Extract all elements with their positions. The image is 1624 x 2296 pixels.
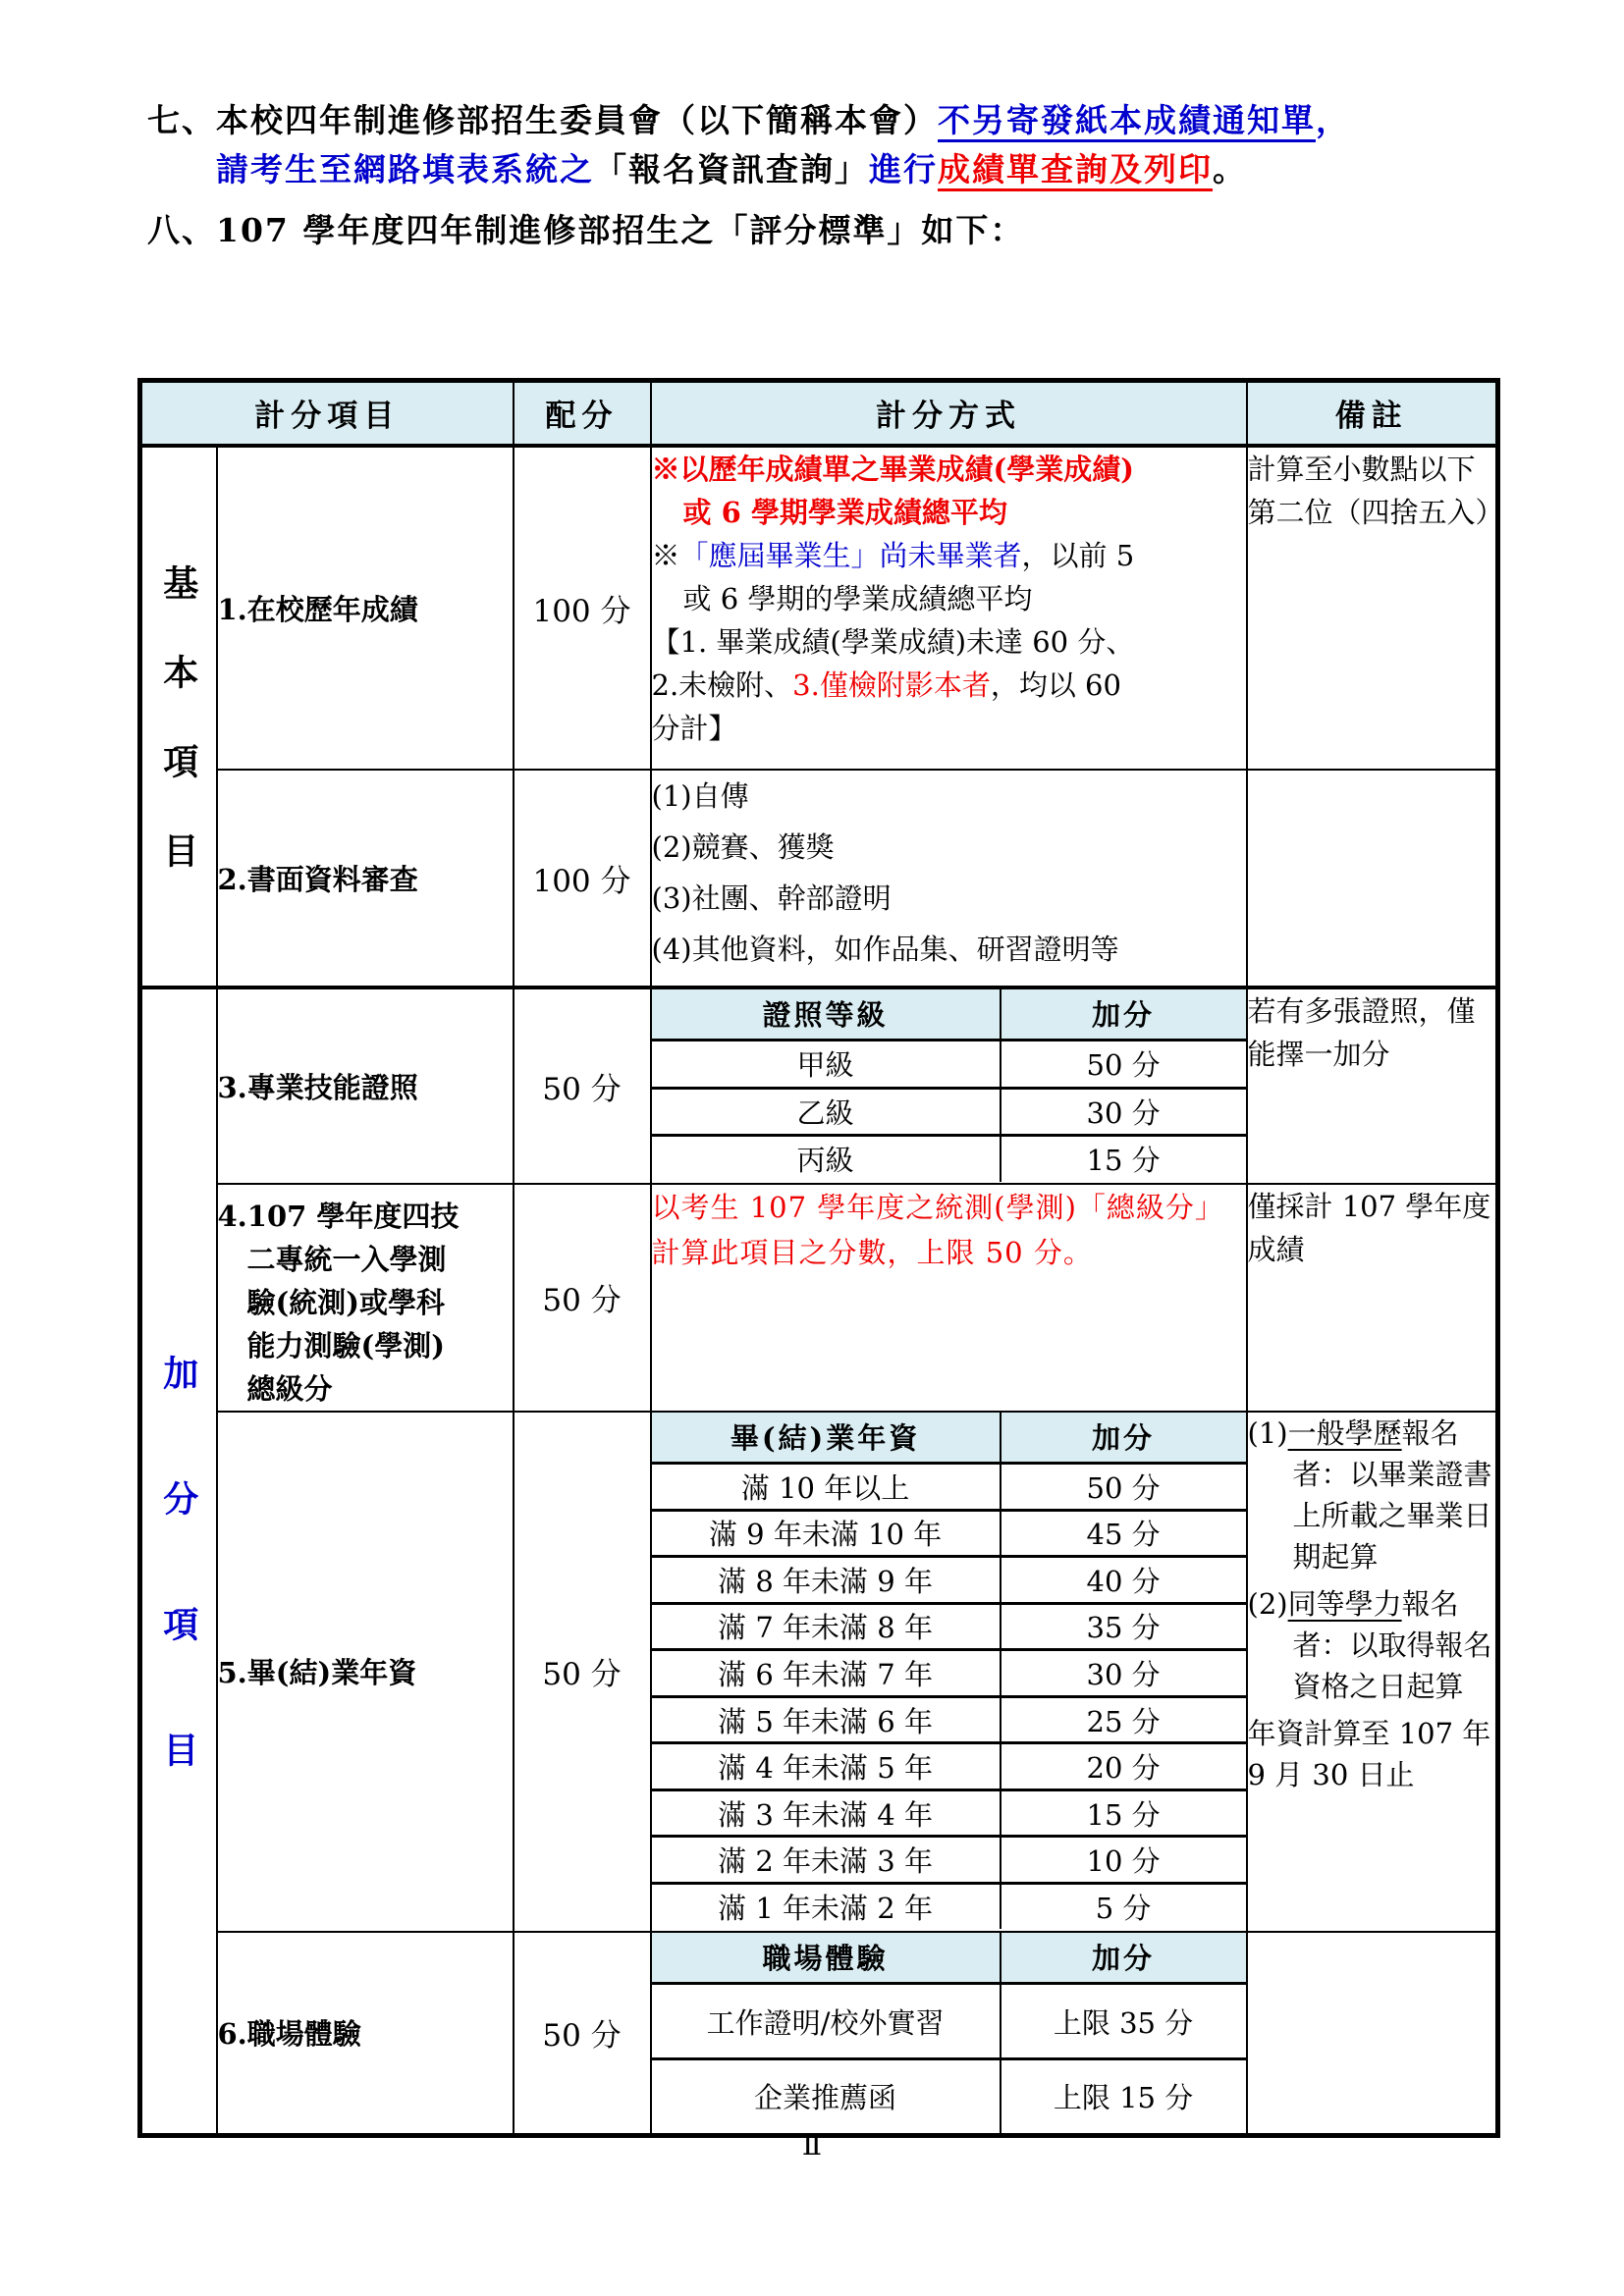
header-points: 配分 — [514, 381, 651, 446]
seniority-subtable-header — [652, 1413, 1246, 1464]
seniority-bonus: 40 分 — [1001, 1557, 1246, 1604]
item-5-points: 50 分 — [514, 1412, 651, 1932]
graduating-student-blue: 「應屆畢業生」尚未畢業者 — [679, 538, 1022, 572]
work-experience-row-a — [652, 1984, 1246, 2059]
header-note: 備註 — [1247, 381, 1498, 446]
seniority-years: 滿 5 年未滿 6 年 — [652, 1696, 1001, 1743]
row-seniority — [140, 1412, 1498, 1932]
method-1-line-6-a: 2.未檢附、 — [651, 667, 793, 702]
work-experience-type: 企業推薦函 — [652, 2059, 1001, 2133]
seniority-row — [652, 1510, 1246, 1557]
seniority-row — [652, 1696, 1246, 1743]
item-5-note — [1247, 1412, 1498, 1932]
seniority-years: 滿 4 年未滿 5 年 — [652, 1743, 1001, 1790]
note-5-item-2 — [1248, 1583, 1496, 1707]
method-1-line-4: 或 6 學期的學業成績總平均 — [682, 581, 1033, 615]
license-row-a — [652, 1041, 1246, 1089]
item-4-note: 僅採計 107 學年度成績 — [1247, 1184, 1498, 1412]
copy-only-red: 3.僅檢附影本者 — [792, 667, 991, 702]
license-bonus-header: 加分 — [1001, 989, 1246, 1041]
group-basic-band — [140, 446, 217, 988]
license-level: 丙級 — [652, 1136, 1001, 1182]
item-3-points: 50 分 — [514, 988, 651, 1184]
seniority-bonus-header: 加分 — [1001, 1413, 1246, 1464]
seniority-row — [652, 1603, 1246, 1650]
work-experience-type: 工作證明/校外實習 — [652, 1984, 1001, 2059]
paragraph-8 — [147, 206, 1522, 255]
paragraph-7-comma: ， — [1316, 101, 1350, 139]
note-5-prefix-2: (2) — [1247, 1586, 1288, 1621]
seniority-bonus: 35 分 — [1001, 1603, 1246, 1650]
method-2-line-4: (4)其他資料，如作品集、研習證明等 — [651, 932, 1119, 966]
row-school-grades — [140, 446, 1498, 770]
license-bonus: 30 分 — [1001, 1088, 1246, 1136]
registration-query-text: 「報名資訊查詢」 — [594, 150, 869, 188]
seniority-bonus: 50 分 — [1001, 1464, 1246, 1511]
method-2-line-2: (2)競賽、獲獎 — [651, 829, 835, 864]
seniority-years: 滿 9 年未滿 10 年 — [652, 1510, 1001, 1557]
method-1-red-line-1: ※以歷年成績單之畢業成績(學業成績) — [651, 452, 1134, 486]
paragraph-7-text: 本校四年制進修部招生委員會（以下簡稱本會） — [216, 101, 938, 139]
page-number: Ⅱ — [801, 2128, 823, 2163]
item-4-line-3: 驗(統測)或學科 — [246, 1285, 445, 1319]
seniority-bonus: 15 分 — [1001, 1789, 1246, 1837]
note-5-item-1 — [1248, 1413, 1496, 1577]
method-2-line-1: (1)自傳 — [651, 778, 749, 813]
method-1-line-6 — [652, 664, 1246, 707]
seniority-row — [652, 1837, 1246, 1884]
seniority-years: 滿 2 年未滿 3 年 — [652, 1837, 1001, 1884]
row-entrance-exam — [140, 1184, 1498, 1412]
seniority-years: 滿 7 年未滿 8 年 — [652, 1603, 1001, 1650]
method-1-line-3-tail: ，以前 5 — [1021, 538, 1135, 572]
work-experience-bonus: 上限 15 分 — [1053, 2081, 1194, 2115]
item-6-points: 50 分 — [514, 1932, 651, 2136]
item-1-method — [651, 446, 1247, 770]
web-system-text: 請考生至網路填表系統之 — [216, 150, 594, 188]
general-education-underlined: 一般學歷 — [1287, 1415, 1402, 1450]
seniority-years: 滿 10 年以上 — [652, 1464, 1001, 1511]
paragraph-7 — [147, 96, 1522, 194]
row-licenses — [140, 988, 1498, 1184]
row-documents-review — [140, 770, 1498, 988]
paragraph-8-marker: 八、 — [147, 211, 216, 249]
seniority-bonus: 10 分 — [1001, 1837, 1246, 1884]
work-experience-subtable-header — [652, 1933, 1246, 1984]
method-1-line-6-b: ，均以 60 — [990, 667, 1121, 702]
method-1-line-7: 分計】 — [651, 711, 737, 745]
item-4-method: 以考生 107 學年度之統測(學測)「總級分」計算此項目之分數，上限 50 分。 — [651, 1184, 1247, 1412]
intro-section — [147, 96, 1522, 255]
header-item: 計分項目 — [140, 381, 514, 446]
method-1-red-line-2: 或 6 學期學業成績總平均 — [682, 495, 1007, 529]
item-2-note — [1247, 770, 1498, 988]
seniority-row — [652, 1883, 1246, 1928]
work-experience-type-header: 職場體驗 — [652, 1933, 1001, 1984]
item-3-method — [651, 988, 1247, 1184]
proceed-text: 進行 — [869, 150, 938, 188]
seniority-row — [652, 1743, 1246, 1790]
item-1-points: 100 分 — [514, 446, 651, 770]
license-subtable — [652, 989, 1246, 1182]
seniority-bonus: 25 分 — [1001, 1696, 1246, 1743]
seniority-row — [652, 1464, 1246, 1511]
paragraph-7-marker: 七、 — [147, 101, 216, 139]
item-2-method — [651, 770, 1247, 988]
reference-mark: ※ — [651, 538, 680, 572]
license-row-b — [652, 1088, 1246, 1136]
seniority-row — [652, 1789, 1246, 1837]
seniority-bonus: 45 分 — [1001, 1510, 1246, 1557]
seniority-row — [652, 1650, 1246, 1697]
seniority-bonus: 30 分 — [1001, 1650, 1246, 1697]
license-row-c — [652, 1136, 1246, 1182]
equivalent-ability-underlined: 同等學力 — [1287, 1586, 1402, 1621]
paragraph-7-line-1 — [147, 96, 1522, 145]
note-5-prefix-1: (1) — [1247, 1415, 1288, 1450]
item-4-points: 50 分 — [514, 1184, 651, 1412]
paragraph-7-line-2 — [147, 145, 1522, 194]
scoring-table — [137, 378, 1504, 2138]
row-work-experience — [140, 1932, 1498, 2136]
group-basic-label: 基本項目 — [157, 564, 199, 922]
item-2-name: 2.書面資料審查 — [217, 770, 514, 988]
license-level: 乙級 — [652, 1088, 1001, 1136]
paragraph-8-text: 107 學年度四年制進修部招生之「評分標準」如下： — [216, 211, 1025, 249]
license-bonus: 15 分 — [1086, 1144, 1161, 1178]
license-level-header: 證照等級 — [652, 989, 1001, 1041]
item-3-name: 3.專業技能證照 — [217, 988, 514, 1184]
note-5-tail: 年資計算至 107 年 9 月 30 日止 — [1247, 1716, 1491, 1791]
seniority-years: 滿 3 年未滿 4 年 — [652, 1789, 1001, 1837]
seniority-years: 滿 1 年未滿 2 年 — [652, 1883, 1001, 1928]
work-experience-bonus-header: 加分 — [1001, 1933, 1246, 1984]
item-2-points: 100 分 — [514, 770, 651, 988]
item-4-line-2: 二專統一入學測 — [246, 1242, 447, 1276]
method-1-line-3 — [652, 534, 1246, 577]
work-experience-subtable — [652, 1933, 1246, 2133]
header-method: 計分方式 — [651, 381, 1247, 446]
work-experience-bonus: 上限 35 分 — [1001, 1984, 1246, 2059]
item-4-line-5: 總級分 — [246, 1371, 333, 1406]
method-2-line-3: (3)社團、幹部證明 — [651, 881, 892, 915]
no-paper-notice-underlined: 不另寄發紙本成績通知單 — [938, 101, 1316, 139]
method-1-line-5: 【1. 畢業成績(學業成績)未達 60 分、 — [651, 624, 1135, 659]
score-print-underlined: 成績單查詢及列印 — [938, 150, 1213, 188]
seniority-row — [652, 1557, 1246, 1604]
seniority-subtable — [652, 1413, 1246, 1929]
seniority-years-header: 畢(結)業年資 — [652, 1413, 1001, 1464]
item-1-name: 1.在校歷年成績 — [217, 446, 514, 770]
seniority-bonus: 5 分 — [1095, 1891, 1152, 1925]
item-4-line-4: 能力測驗(學測) — [246, 1328, 445, 1362]
paragraph-7-period: 。 — [1213, 150, 1247, 188]
item-5-name: 5.畢(結)業年資 — [217, 1412, 514, 1932]
license-level: 甲級 — [652, 1041, 1001, 1089]
item-3-note: 若有多張證照，僅能擇一加分 — [1247, 988, 1498, 1184]
item-6-note — [1247, 1932, 1498, 2136]
group-bonus-band — [140, 988, 217, 2136]
work-experience-row-b — [652, 2059, 1246, 2133]
item-4-name — [217, 1184, 514, 1412]
seniority-years: 滿 8 年未滿 9 年 — [652, 1557, 1001, 1604]
license-subtable-header — [652, 989, 1246, 1041]
note-5-rest-2: 報名者：以取得報名資格之日起算 — [1292, 1586, 1492, 1703]
table-header-row — [140, 381, 1498, 446]
item-1-note: 計算至小數點以下第二位（四捨五入） — [1247, 446, 1498, 770]
item-6-method — [651, 1932, 1247, 2136]
license-bonus: 50 分 — [1001, 1041, 1246, 1089]
item-4-line-1: 4.107 學年度四技 — [217, 1199, 460, 1233]
group-bonus-label: 加分項目 — [157, 1355, 199, 1858]
seniority-years: 滿 6 年未滿 7 年 — [652, 1650, 1001, 1697]
item-5-method — [651, 1412, 1247, 1932]
note-5-rest-1: 報名者：以畢業證書上所載之畢業日期起算 — [1292, 1415, 1492, 1574]
seniority-bonus: 20 分 — [1001, 1743, 1246, 1790]
item-6-name: 6.職場體驗 — [217, 1932, 514, 2136]
